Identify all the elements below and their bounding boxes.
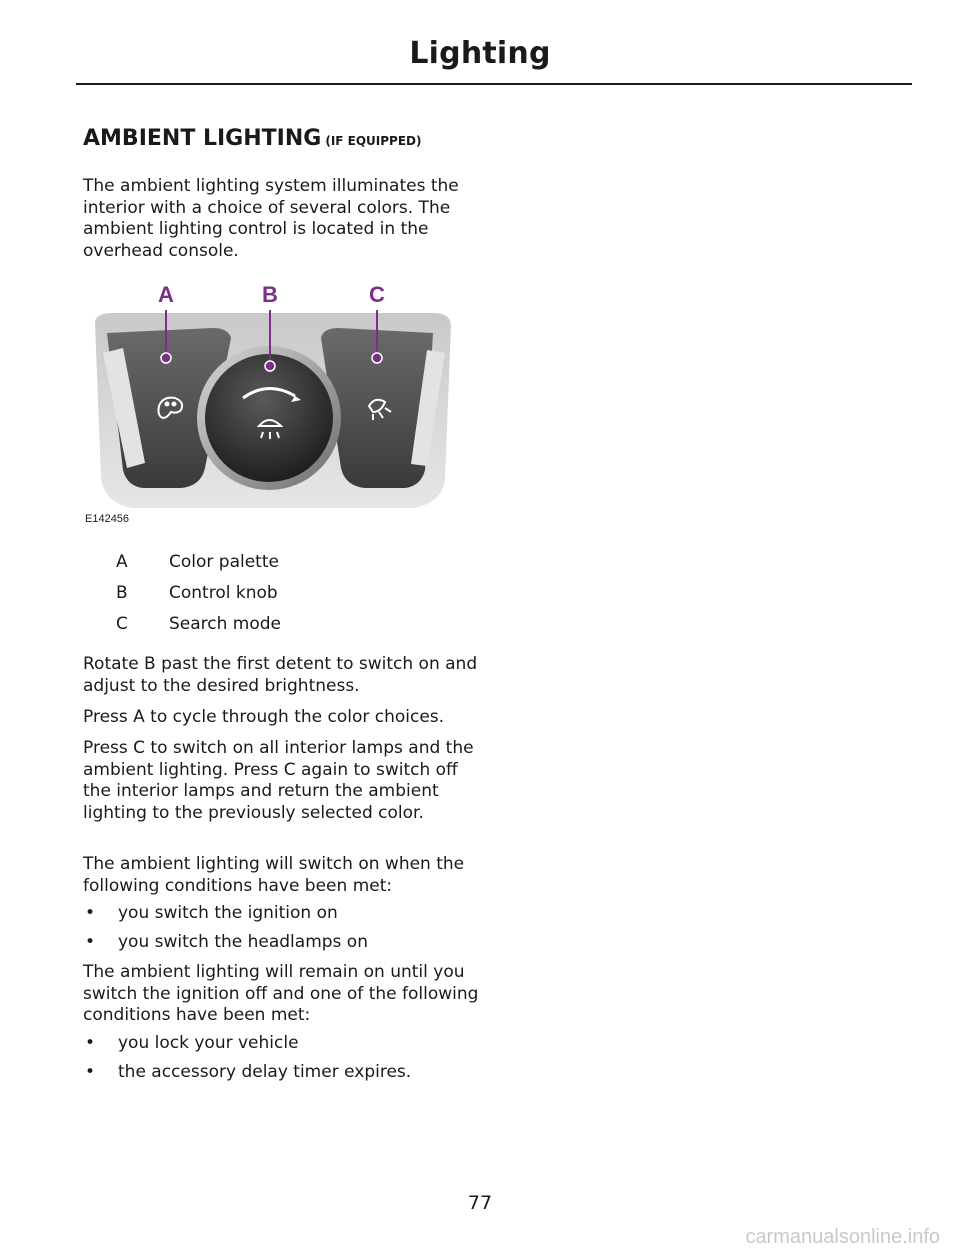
page-number: 77 <box>467 1192 493 1214</box>
bullet-item <box>83 932 368 952</box>
page-header-title: Lighting <box>409 36 551 71</box>
ambient-lighting-control-illustration <box>83 278 463 533</box>
bullet-symbol: • <box>85 903 96 923</box>
control-figure <box>83 278 463 533</box>
bullet-symbol: • <box>85 932 96 952</box>
bullet-symbol: • <box>85 1062 96 1082</box>
bullet-text: you switch the headlamps on <box>118 932 368 952</box>
switch-on-paragraph: The ambient lighting will switch on when the following conditions have been met: <box>83 854 465 896</box>
legend-label: Search mode <box>169 614 282 634</box>
legend-label: Color palette <box>169 552 279 572</box>
section-heading-text: AMBIENT LIGHTING <box>83 126 322 151</box>
section-heading <box>83 126 422 151</box>
intro-paragraph: The ambient lighting system illuminates the interior with a choice of several colors. The ambient lighting control is located in the overhead console. <box>83 176 459 261</box>
header-rule <box>76 83 912 85</box>
legend-row-b <box>116 583 278 603</box>
rotate-paragraph: Rotate B past the first detent to switch on and adjust to the desired brightness. <box>83 654 478 696</box>
bullet-text: you lock your vehicle <box>118 1033 299 1053</box>
legend-row-a <box>116 552 279 572</box>
bullet-symbol: • <box>85 1033 96 1053</box>
bullet-item <box>83 1033 299 1053</box>
bullet-item <box>83 903 338 923</box>
callout-c: C <box>369 282 385 307</box>
press-c-paragraph: Press C to switch on all interior lamps and the ambient lighting. Press C again to switch off the interior lamps and return the ambient lighting to the previously selected color. <box>83 738 474 823</box>
legend-label: Control knob <box>169 583 278 603</box>
press-a-paragraph: Press A to cycle through the color choices. <box>83 707 445 727</box>
legend-key: C <box>116 614 128 634</box>
bullet-text: the accessory delay timer expires. <box>118 1062 412 1082</box>
legend-key: B <box>116 583 128 603</box>
control-knob <box>205 354 333 482</box>
section-heading-qualifier: (IF EQUIPPED) <box>325 134 422 148</box>
legend-row-c <box>116 614 281 634</box>
watermark: carmanualsonline.info <box>745 1226 940 1248</box>
remain-on-paragraph: The ambient lighting will remain on until you switch the ignition off and one of the following conditions have been met: <box>83 962 479 1025</box>
callout-b: B <box>262 282 278 307</box>
callout-a: A <box>158 282 174 307</box>
bullet-item <box>83 1062 411 1082</box>
bullet-text: you switch the ignition on <box>118 903 338 923</box>
legend-key: A <box>116 552 128 572</box>
figure-code: E142456 <box>85 513 130 525</box>
